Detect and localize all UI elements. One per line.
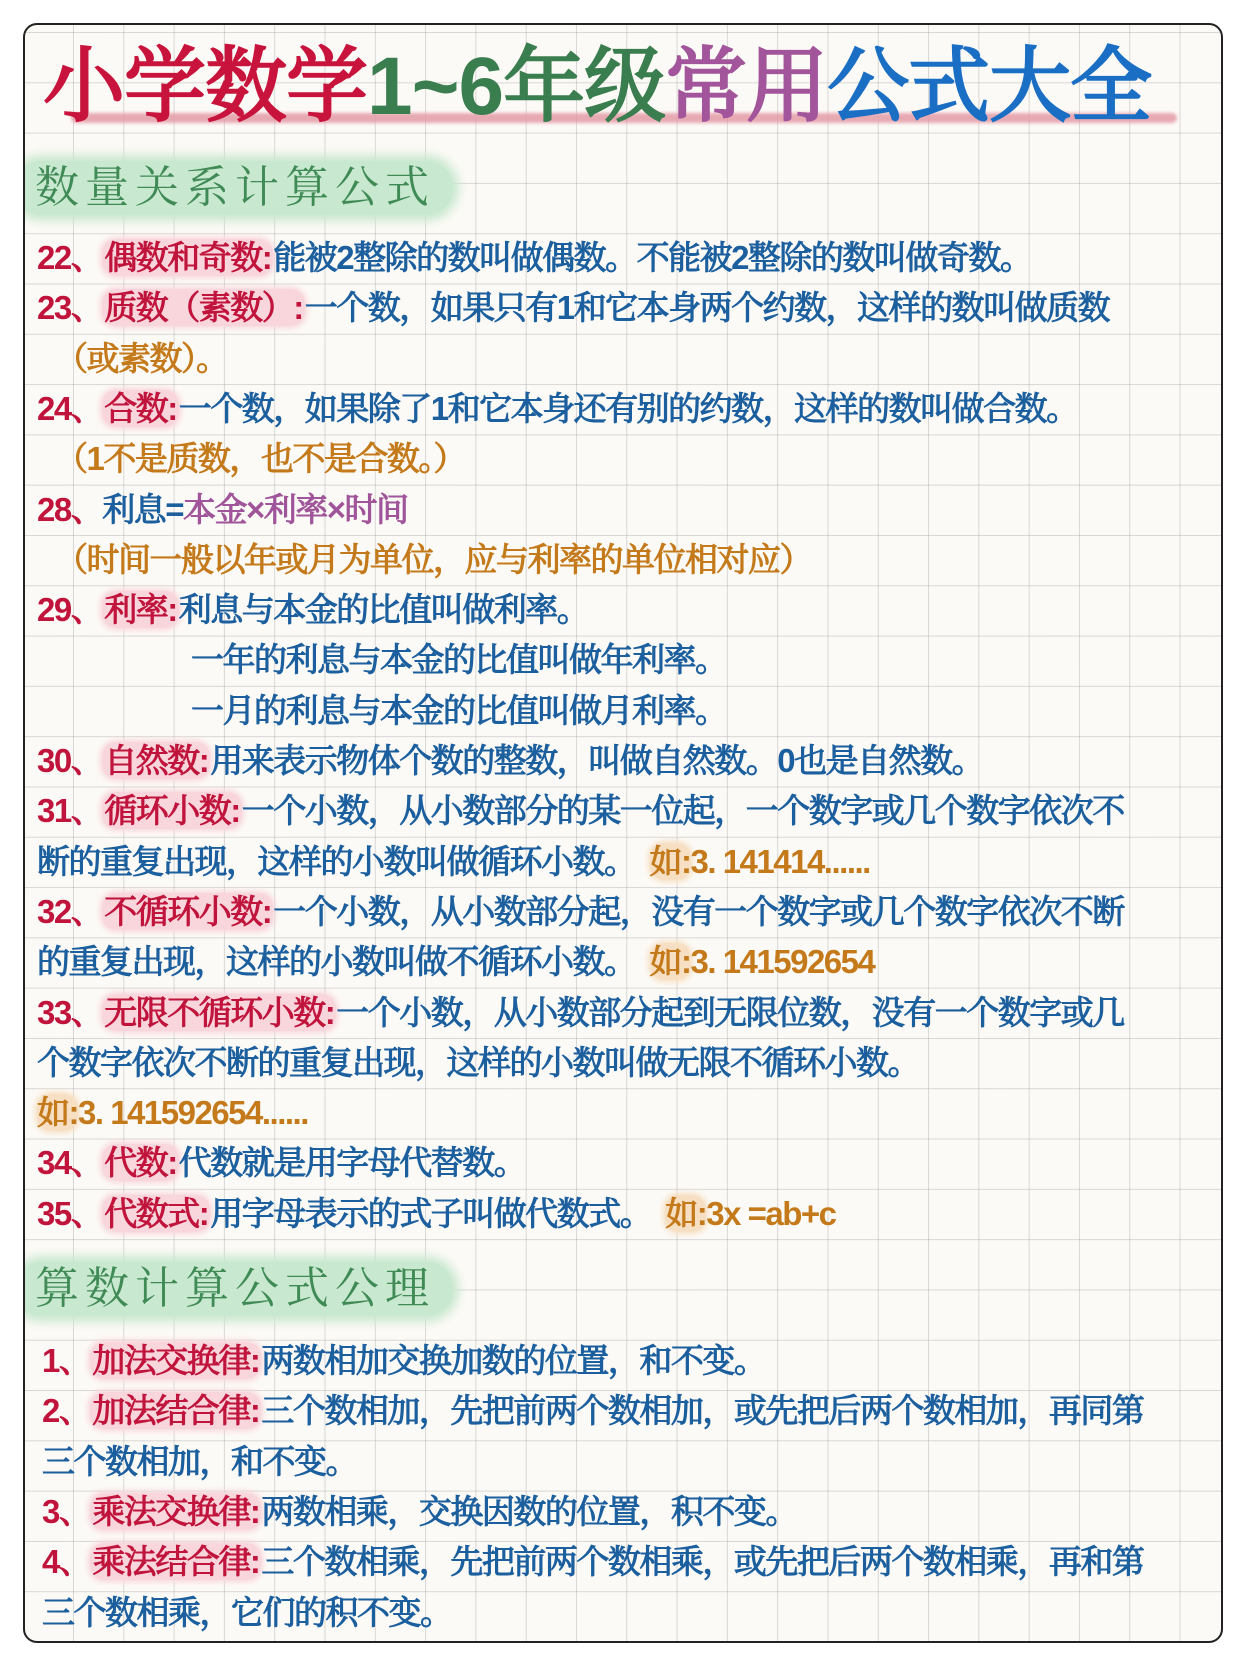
- formula-line: [42, 1336, 765, 1386]
- term-label: 加法交换律:: [92, 1342, 260, 1379]
- formula-line: [55, 434, 465, 484]
- term-label: 乘法结合律:: [92, 1543, 260, 1581]
- item-number: 22、: [37, 239, 103, 276]
- formula-line: [37, 1038, 919, 1088]
- formula-line: [191, 635, 727, 685]
- item-number: 29、: [37, 591, 103, 629]
- formula-line: [37, 988, 1124, 1038]
- term-label: 代数式:: [104, 1194, 209, 1232]
- formula-line: [42, 1437, 357, 1487]
- item-number: 23、: [37, 289, 103, 327]
- term-label: 加法结合律:: [92, 1392, 260, 1430]
- definition-text: 一个小数，从小数部分的某一位起，一个数字或几个数字依次不: [241, 792, 1124, 830]
- term-label: 偶数和奇数:: [104, 239, 272, 276]
- formula-line: [37, 1138, 525, 1188]
- formula-line: [37, 786, 1124, 836]
- formula-line: [191, 686, 727, 736]
- definition-text: 三个数相乘，先把前两个数相乘，或先把后两个数相乘，再和第: [261, 1543, 1144, 1581]
- formula-line: [37, 283, 1109, 333]
- term-label: 乘法交换律:: [92, 1492, 260, 1530]
- title-part: 常用: [665, 41, 828, 132]
- item-number: 34、: [37, 1144, 103, 1182]
- definition-text: 三个数相加，先把前两个数相加，或先把后两个数相加，再同第: [261, 1392, 1144, 1430]
- item-number: 24、: [37, 389, 103, 427]
- term-label: 质数（素数）:: [104, 289, 303, 327]
- example-label: 如:: [37, 1094, 78, 1132]
- item-number: 2、: [42, 1392, 91, 1430]
- item-number: 31、: [37, 792, 103, 830]
- term-label: 无限不循环小数:: [104, 993, 335, 1031]
- title-part: 小学数学: [43, 41, 368, 132]
- item-number: 1、: [42, 1342, 91, 1379]
- title-part: 公式大全: [827, 41, 1152, 132]
- formula-line: [37, 1088, 308, 1138]
- example-label: 如:: [665, 1194, 707, 1232]
- formula-line: [37, 233, 1031, 283]
- definition-text: 利息与本金的比值叫做利率。: [178, 591, 589, 629]
- item-number: 32、: [37, 892, 103, 930]
- definition-text: 用来表示物体个数的整数，叫做自然数。0也是自然数。: [210, 742, 984, 779]
- section-heading: 算数计算公式公理: [35, 1264, 435, 1313]
- definition-text: 一个小数，从小数部分起到无限位数，没有一个数字或几: [336, 993, 1124, 1031]
- note-text: 3. 141592654: [690, 943, 875, 981]
- note-text: 3. 141592654......: [78, 1094, 308, 1132]
- formula-line: [37, 1189, 836, 1239]
- definition-text: 用字母表示的式子叫做代数式。: [210, 1194, 652, 1232]
- definition-text: 能被2整除的数叫做偶数。不能被2整除的数叫做奇数。: [273, 239, 1032, 276]
- definition-text: 三个数相乘，它们的积不变。: [42, 1593, 452, 1631]
- definition-text: 一月的利息与本金的比值叫做月利率。: [191, 691, 727, 729]
- note-text: （1不是质数，也不是合数。）: [55, 440, 465, 478]
- definition-text: 利息=: [102, 490, 183, 528]
- formula-line: [37, 837, 870, 887]
- formula-line: [37, 736, 983, 786]
- formula-line: [37, 585, 588, 635]
- section-heading: 数量关系计算公式: [35, 163, 435, 212]
- item-number: 33、: [37, 993, 103, 1031]
- definition-text: 个数字依次不断的重复出现，这样的小数叫做无限不循环小数。: [37, 1043, 919, 1081]
- formula-line: [55, 535, 811, 585]
- term-label: 合数:: [104, 389, 177, 427]
- definition-text: 的重复出现，这样的小数叫做不循环小数。: [37, 943, 636, 981]
- term-label: 代数:: [104, 1144, 177, 1182]
- term-label: 循环小数:: [104, 792, 240, 830]
- definition-text: 代数就是用字母代替数。: [178, 1144, 526, 1182]
- definition-text: 一个小数，从小数部分起，没有一个数字或几个数字依次不断: [273, 892, 1124, 930]
- item-number: 30、: [37, 742, 103, 779]
- example-label: 如:: [649, 842, 691, 880]
- formula-line: [55, 334, 228, 384]
- definition-text: 三个数相加，和不变。: [42, 1442, 357, 1480]
- formula-line: [37, 887, 1124, 937]
- item-number: 28、: [37, 490, 103, 528]
- page-title: [43, 37, 1151, 137]
- note-text: 3x =ab+c: [706, 1194, 836, 1232]
- item-number: 4、: [42, 1543, 91, 1581]
- item-number: 3、: [42, 1492, 91, 1530]
- item-number: 35、: [37, 1194, 103, 1232]
- definition-text: 一年的利息与本金的比值叫做年利率。: [191, 641, 727, 679]
- example-label: 如:: [649, 943, 691, 981]
- term-label: 自然数:: [104, 742, 209, 779]
- note-text: （或素数）。: [55, 339, 228, 377]
- note-text: （时间一般以年或月为单位，应与利率的单位相对应）: [55, 540, 811, 578]
- grid-paper-card: [23, 23, 1223, 1643]
- formula-line: [42, 1537, 1143, 1587]
- formula-line: [42, 1386, 1143, 1436]
- definition-text: 一个数，如果除了1和它本身还有别的约数，这样的数叫做合数。: [178, 389, 1078, 427]
- note-text: 3. 141414......: [690, 842, 870, 880]
- definition-text: 两数相乘，交换因数的位置，积不变。: [261, 1492, 797, 1530]
- definition-text: 一个数，如果只有1和它本身两个约数，这样的数叫做质数: [304, 289, 1110, 327]
- title-part: 1~6年级: [367, 41, 666, 132]
- formula-line: [37, 485, 408, 535]
- formula-line: [37, 384, 1078, 434]
- formula-line: [37, 937, 874, 987]
- definition-text: 两数相加交换加数的位置，和不变。: [261, 1342, 766, 1379]
- formula-text: 本金×利率×时间: [183, 490, 408, 528]
- definition-text: 断的重复出现，这样的小数叫做循环小数。: [37, 842, 636, 880]
- term-label: 不循环小数:: [104, 892, 272, 930]
- formula-line: [42, 1588, 452, 1638]
- term-label: 利率:: [104, 591, 177, 629]
- formula-line: [42, 1487, 797, 1537]
